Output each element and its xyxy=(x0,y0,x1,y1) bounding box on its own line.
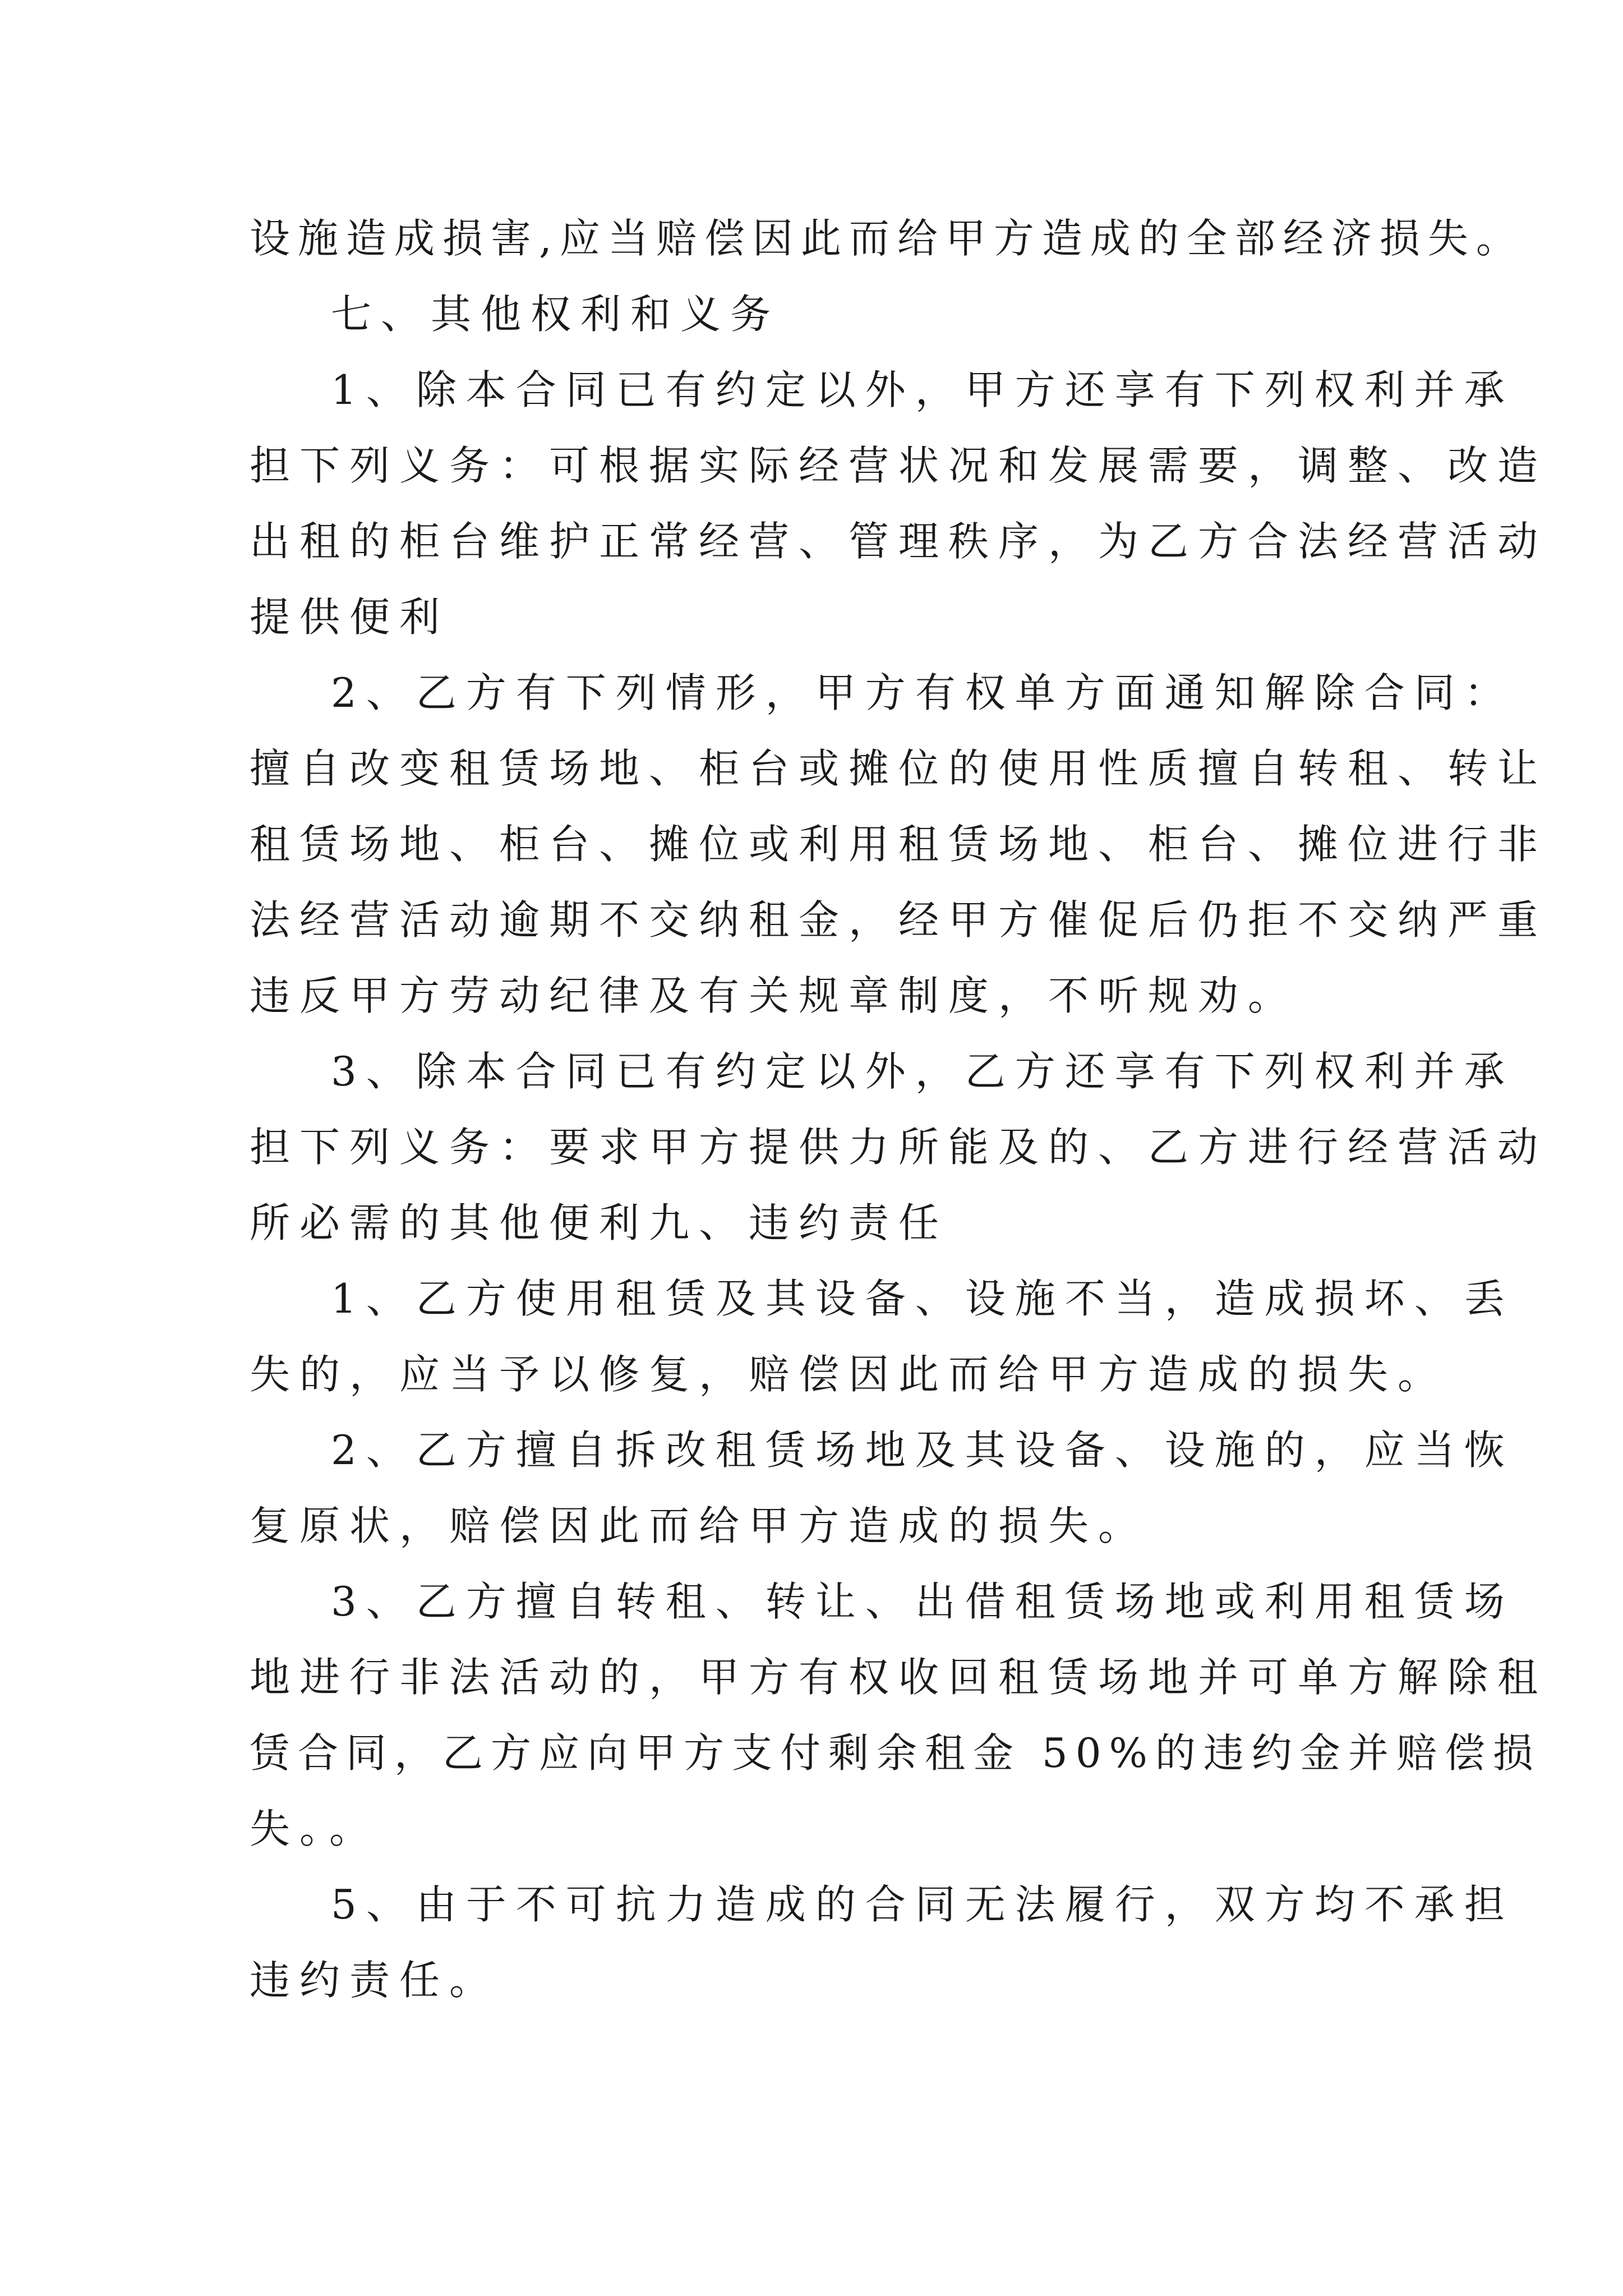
text-line: 失的，应当予以修复，赔偿因此而给甲方造成的损失。 xyxy=(250,1351,1448,1398)
text-line: 3、乙方擅自转租、转让、出借租赁场地或利用租赁场 xyxy=(331,1578,1514,1625)
text-line: 1、乙方使用租赁及其设备、设施不当，造成损坏、丢 xyxy=(331,1275,1514,1322)
text-line: 出租的柜台维护正常经营、管理秩序，为乙方合法经营活动 xyxy=(250,518,1548,565)
text-line: 3、除本合同已有约定以外，乙方还享有下列权利并承 xyxy=(331,1048,1514,1095)
text-line: 1、除本合同已有约定以外，甲方还享有下列权利并承 xyxy=(331,366,1514,413)
text-line: 复原状，赔偿因此而给甲方造成的损失。 xyxy=(250,1502,1149,1549)
text-line: 违约责任。 xyxy=(250,1957,500,2004)
text-line: 擅自改变租赁场地、柜台或摊位的使用性质擅自转租、转让 xyxy=(250,745,1548,792)
text-line: 担下列义务：可根据实际经营状况和发展需要，调整、改造 xyxy=(250,442,1548,489)
text-line: 所必需的其他便利九、违约责任 xyxy=(250,1199,949,1246)
text-line: 2、乙方擅自拆改租赁场地及其设备、设施的，应当恢 xyxy=(331,1427,1514,1474)
text-line: 违反甲方劳动纪律及有关规章制度，不听规劝。 xyxy=(250,972,1298,1019)
text-line: 失。。 xyxy=(250,1805,380,1852)
text-line: 提供便利 xyxy=(250,593,450,641)
text-line: 2、乙方有下列情形，甲方有权单方面通知解除合同： xyxy=(331,669,1514,716)
text-line: 5、由于不可抗力造成的合同无法履行，双方均不承担 xyxy=(331,1881,1514,1928)
text-line: 地进行非法活动的，甲方有权收回租赁场地并可单方解除租 xyxy=(250,1654,1548,1701)
text-line: 租赁场地、柜台、摊位或利用租赁场地、柜台、摊位进行非 xyxy=(250,821,1548,868)
text-line: 法经营活动逾期不交纳租金，经甲方催促后仍拒不交纳严重 xyxy=(250,896,1548,944)
section-heading: 七、其他权利和义务 xyxy=(331,291,781,338)
text-line: 设施造成损害,应当赔偿因此而给甲方造成的全部经济损失。 xyxy=(250,215,1524,262)
text-line: 担下列义务：要求甲方提供力所能及的、乙方进行经营活动 xyxy=(250,1124,1548,1171)
text-line: 赁合同，乙方应向甲方支付剩余租金 50%的违约金并赔偿损 xyxy=(250,1729,1541,1777)
